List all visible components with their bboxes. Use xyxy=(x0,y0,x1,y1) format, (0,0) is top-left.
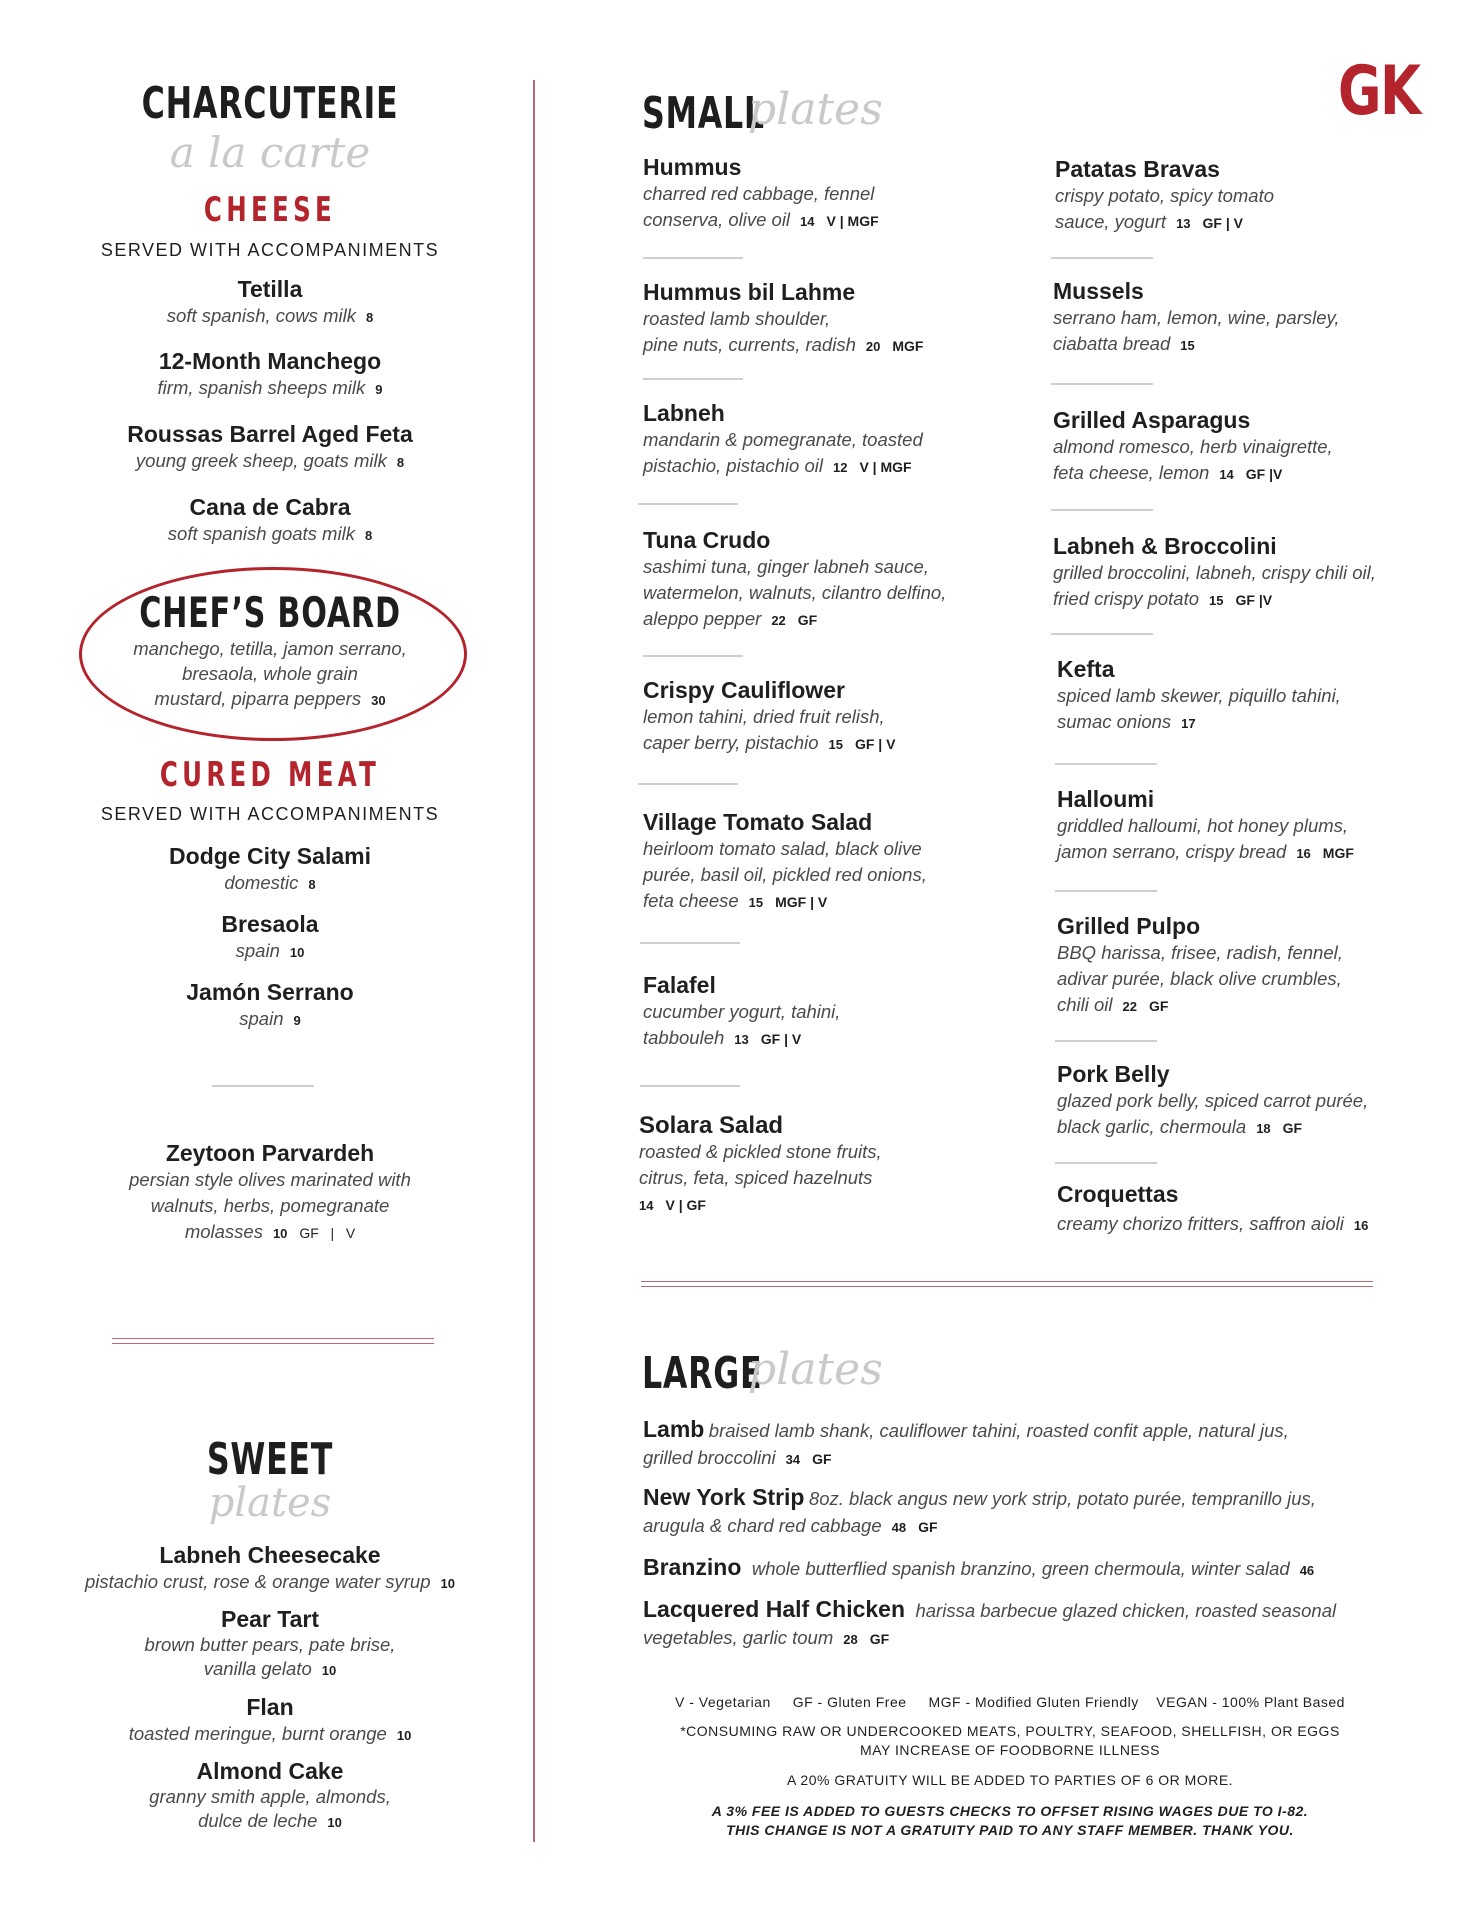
item-desc: chili oil xyxy=(1057,994,1113,1015)
item-desc: walnuts, herbs, pomegranate xyxy=(150,1195,390,1216)
divider xyxy=(638,503,738,505)
divider xyxy=(1055,890,1157,892)
item-name: Crispy Cauliflower xyxy=(643,677,845,703)
item-tags: GF xyxy=(1149,998,1169,1014)
item-tags: GF xyxy=(1282,1120,1303,1136)
item-desc: crispy potato, spicy tomato xyxy=(1055,185,1275,206)
item-desc: adivar purée, black olive crumbles, xyxy=(1057,968,1342,989)
item-name: Labneh & Broccolini xyxy=(1053,533,1277,559)
item-tags: GF | V xyxy=(760,1031,802,1047)
charcuterie-script: a la carte xyxy=(169,128,371,177)
item-tags: MGF xyxy=(1322,845,1354,861)
item-desc: dulce de leche xyxy=(198,1810,318,1831)
small-item-tomato-salad xyxy=(643,809,1023,916)
item-price: 15 xyxy=(748,895,764,910)
cured-item-salami xyxy=(60,843,480,898)
item-desc: toasted meringue, burnt orange xyxy=(128,1723,387,1744)
item-tags: V | MGF xyxy=(826,213,879,229)
item-name: 12-Month Manchego xyxy=(158,348,382,374)
item-name: New York Strip xyxy=(643,1484,805,1510)
item-name: Dodge City Salami xyxy=(169,843,371,869)
divider xyxy=(1051,633,1153,635)
small-item-tuna-crudo xyxy=(643,527,1023,634)
item-price: 12 xyxy=(832,460,848,475)
footer-fee-line: A 3% FEE IS ADDED TO GUESTS CHECKS TO OFFSET RISING WAGES DUE TO I-82. xyxy=(711,1803,1309,1819)
item-price: 10 xyxy=(440,1576,455,1591)
item-name: Hummus xyxy=(643,154,742,180)
item-desc: persian style olives marinated with xyxy=(129,1169,411,1190)
olives-item xyxy=(60,1140,480,1247)
item-price: 9 xyxy=(375,382,383,397)
item-price: 9 xyxy=(293,1013,301,1028)
divider xyxy=(1055,763,1157,765)
divider xyxy=(1055,1162,1157,1164)
item-price: 46 xyxy=(1299,1563,1315,1578)
item-price: 18 xyxy=(1256,1121,1271,1136)
item-price: 14 xyxy=(1219,467,1234,482)
item-desc: feta cheese, lemon xyxy=(1053,462,1210,483)
large-item-half-chicken xyxy=(643,1596,1383,1652)
small-item-pork-belly xyxy=(1057,1061,1437,1142)
item-tags: V | GF xyxy=(665,1197,706,1213)
charcuterie-heading xyxy=(60,78,480,129)
divider xyxy=(1051,257,1153,259)
item-price: 10 xyxy=(272,1226,288,1241)
chefs-board-line: manchego, tetilla, jamon serrano, xyxy=(133,638,407,659)
divider xyxy=(640,942,740,944)
item-price: 14 xyxy=(800,214,815,229)
item-desc: cucumber yogurt, tahini, xyxy=(643,1001,841,1022)
small-item-cauliflower xyxy=(643,677,1003,758)
chefs-board-title: CHEF’S BOARD xyxy=(139,588,401,637)
divider xyxy=(1055,1040,1157,1042)
item-price: 20 xyxy=(865,339,881,354)
charcuterie-title: CHARCUTERIE xyxy=(141,78,399,129)
small-item-solara-salad xyxy=(639,1112,999,1219)
item-name: Lamb xyxy=(643,1416,705,1442)
item-name: Pork Belly xyxy=(1057,1061,1170,1087)
item-price: 22 xyxy=(1122,999,1137,1014)
item-name: Solara Salad xyxy=(639,1112,784,1139)
footer-fee xyxy=(630,1802,1390,1840)
item-name: Almond Cake xyxy=(196,1758,344,1784)
double-divider xyxy=(641,1281,1373,1287)
divider xyxy=(643,257,743,259)
item-desc: vanilla gelato xyxy=(203,1658,312,1679)
large-title: LARGE xyxy=(642,1348,763,1399)
item-name: Patatas Bravas xyxy=(1055,156,1220,182)
item-price: 10 xyxy=(396,1728,412,1743)
item-desc: arugula & chard red cabbage xyxy=(643,1515,882,1536)
item-price: 10 xyxy=(321,1663,337,1678)
item-desc: brown butter pears, pate brise, xyxy=(144,1634,396,1655)
footer-gratuity: A 20% GRATUITY WILL BE ADDED TO PARTIES OF 6 OR MORE. xyxy=(786,1772,1234,1788)
item-desc: mandarin & pomegranate, toasted xyxy=(643,429,923,450)
item-desc: citrus, feta, spiced hazelnuts xyxy=(639,1167,873,1188)
item-desc: molasses xyxy=(184,1221,263,1242)
divider xyxy=(1051,383,1153,385)
item-desc: 8oz. black angus new york strip, potato purée, tempranillo jus, xyxy=(808,1488,1316,1509)
item-tags: GF | V xyxy=(854,736,896,752)
item-desc: roasted lamb shoulder, xyxy=(643,308,831,329)
item-price: 13 xyxy=(734,1032,749,1047)
item-desc: spiced lamb skewer, piquillo tahini, xyxy=(1057,685,1341,706)
item-name: Branzino xyxy=(643,1554,742,1580)
item-desc: aleppo pepper xyxy=(643,608,762,629)
item-name: Grilled Asparagus xyxy=(1053,407,1251,433)
divider xyxy=(212,1085,314,1087)
item-tags: V | MGF xyxy=(859,459,912,475)
chefs-board-line: bresaola, whole grain xyxy=(182,663,358,684)
item-price: 10 xyxy=(289,945,305,960)
cheese-item-tetilla xyxy=(60,276,480,331)
item-price: 16 xyxy=(1353,1218,1369,1233)
item-name: Grilled Pulpo xyxy=(1057,913,1201,939)
item-desc: purée, basil oil, pickled red onions, xyxy=(643,864,927,885)
item-desc: vegetables, garlic toum xyxy=(643,1627,834,1648)
item-name: Flan xyxy=(246,1694,294,1720)
item-tags: MGF | V xyxy=(775,894,828,910)
cured-heading xyxy=(60,755,480,795)
item-desc: spain xyxy=(239,1008,284,1029)
item-tags: GF | V xyxy=(1202,215,1244,231)
divider xyxy=(643,655,743,657)
footer-warning-line: *CONSUMING RAW OR UNDERCOOKED MEATS, POULTRY, SEAFOOD, SHELLFISH, OR EGGS xyxy=(680,1723,1340,1739)
item-price: 14 xyxy=(639,1198,654,1213)
item-desc: harissa barbecue glazed chicken, roasted seasonal xyxy=(915,1600,1337,1621)
item-desc: sumac onions xyxy=(1057,711,1172,732)
item-price: 10 xyxy=(327,1815,342,1830)
item-name: Tetilla xyxy=(237,276,303,302)
item-price: 8 xyxy=(396,455,405,470)
cured-item-bresaola xyxy=(60,911,480,966)
small-item-halloumi xyxy=(1057,786,1437,867)
item-desc: spain xyxy=(235,940,280,961)
small-item-asparagus xyxy=(1053,407,1433,488)
footer-fee-line: THIS CHANGE IS NOT A GRATUITY PAID TO ANY STAFF MEMBER. THANK YOU. xyxy=(726,1822,1294,1838)
double-divider xyxy=(112,1338,434,1344)
item-desc: whole butterflied spanish branzino, green chermoula, winter salad xyxy=(751,1558,1290,1579)
item-desc: pistachio crust, rose & orange water syrup xyxy=(85,1571,431,1592)
item-name: Labneh xyxy=(643,400,725,426)
item-desc: conserva, olive oil xyxy=(643,209,791,230)
item-desc: pistachio, pistachio oil xyxy=(643,455,823,476)
large-item-lamb xyxy=(643,1416,1383,1472)
sweet-item-pear-tart xyxy=(60,1606,480,1683)
item-price: 8 xyxy=(365,310,374,325)
item-price: 15 xyxy=(828,737,843,752)
item-name: Halloumi xyxy=(1057,786,1155,812)
item-tags: GF xyxy=(812,1451,832,1467)
divider xyxy=(638,783,738,785)
item-desc: domestic xyxy=(224,872,299,893)
item-desc: creamy chorizo fritters, saffron aioli xyxy=(1057,1213,1344,1234)
item-price: 15 xyxy=(1180,338,1195,353)
item-name: Cana de Cabra xyxy=(189,494,351,520)
item-name: Bresaola xyxy=(221,911,319,937)
footer-legend: V - Vegetarian GF - Gluten Free MGF - Modified Gluten Friendly VEGAN - 100% Plant Based xyxy=(675,1694,1345,1710)
item-desc: lemon tahini, dried fruit relish, xyxy=(643,706,885,727)
item-name: Falafel xyxy=(643,972,716,998)
item-desc: roasted & pickled stone fruits, xyxy=(639,1141,882,1162)
item-price: 17 xyxy=(1181,716,1196,731)
cured-subtitle: SERVED WITH ACCOMPANIMENTS xyxy=(100,804,440,824)
small-item-kefta xyxy=(1057,656,1437,737)
item-desc: grilled broccolini xyxy=(643,1447,776,1468)
sweet-item-cheesecake xyxy=(50,1542,490,1597)
item-desc: sauce, yogurt xyxy=(1055,211,1167,232)
item-name: Village Tomato Salad xyxy=(643,809,873,835)
item-desc: feta cheese xyxy=(643,890,739,911)
item-desc: jamon serrano, crispy bread xyxy=(1057,841,1287,862)
sweet-item-flan xyxy=(60,1694,480,1749)
divider xyxy=(640,1085,740,1087)
chefs-board-heading xyxy=(60,588,480,637)
item-name: Roussas Barrel Aged Feta xyxy=(127,421,413,447)
cured-title: CURED MEAT xyxy=(159,755,381,795)
footer-warning xyxy=(630,1722,1390,1760)
item-desc: BBQ harissa, frisee, radish, fennel, xyxy=(1057,942,1343,963)
item-desc: glazed pork belly, spiced carrot purée, xyxy=(1057,1090,1369,1111)
item-name: Croquettas xyxy=(1057,1181,1179,1207)
item-desc: serrano ham, lemon, wine, parsley, xyxy=(1053,307,1340,328)
item-desc: charred red cabbage, fennel xyxy=(643,183,875,204)
cheese-item-cabra xyxy=(60,494,480,549)
small-item-croquettas xyxy=(1057,1181,1437,1239)
item-price: 8 xyxy=(308,877,316,892)
cured-item-serrano xyxy=(60,979,480,1034)
cheese-subtitle: SERVED WITH ACCOMPANIMENTS xyxy=(100,240,440,260)
gk-logo: GK xyxy=(1338,52,1420,131)
item-name: Jamón Serrano xyxy=(186,979,354,1005)
item-desc: caper berry, pistachio xyxy=(643,732,819,753)
cheese-item-feta xyxy=(60,421,480,476)
item-desc: soft spanish, cows milk xyxy=(166,305,356,326)
item-tags: GF |V xyxy=(1245,466,1283,482)
sweet-script: plates xyxy=(208,1480,332,1526)
item-name: Tuna Crudo xyxy=(643,527,771,553)
small-script: plates xyxy=(748,84,883,135)
item-desc: almond romesco, herb vinaigrette, xyxy=(1053,436,1333,457)
sweet-heading xyxy=(60,1434,480,1485)
item-desc: firm, spanish sheeps milk xyxy=(157,377,366,398)
item-desc: tabbouleh xyxy=(643,1027,725,1048)
item-tags: GF xyxy=(869,1631,890,1647)
item-desc: young greek sheep, goats milk xyxy=(135,450,387,471)
item-price: 15 xyxy=(1209,593,1224,608)
chefs-board-desc xyxy=(60,636,480,713)
cheese-heading xyxy=(60,190,480,230)
chefs-board-line: mustard, piparra peppers xyxy=(154,688,362,709)
column-separator xyxy=(533,80,535,1842)
cheese-item-manchego xyxy=(60,348,480,403)
item-desc: griddled halloumi, hot honey plums, xyxy=(1057,815,1349,836)
small-item-pulpo xyxy=(1057,913,1437,1020)
item-desc: watermelon, walnuts, cilantro delfino, xyxy=(643,582,947,603)
item-desc: pine nuts, currents, radish xyxy=(643,334,856,355)
item-name: Lacquered Half Chicken xyxy=(643,1596,906,1622)
large-item-branzino xyxy=(643,1554,1383,1584)
item-tags: MGF xyxy=(892,338,924,354)
small-item-labneh xyxy=(643,400,1003,481)
item-name: Labneh Cheesecake xyxy=(159,1542,381,1568)
item-name: Zeytoon Parvardeh xyxy=(165,1140,375,1166)
divider xyxy=(1051,509,1153,511)
footer-warning-line: MAY INCREASE OF FOODBORNE ILLNESS xyxy=(860,1742,1160,1758)
small-item-patatas-bravas xyxy=(1055,156,1415,237)
small-item-falafel xyxy=(643,972,1003,1053)
item-desc: fried crispy potato xyxy=(1053,588,1200,609)
item-tags: GF |V xyxy=(1235,592,1273,608)
item-price: 8 xyxy=(364,528,373,543)
small-item-mussels xyxy=(1053,278,1433,359)
item-desc: grilled broccolini, labneh, crispy chili oil, xyxy=(1053,562,1376,583)
item-price: 28 xyxy=(843,1632,858,1647)
item-tags: GF xyxy=(918,1519,938,1535)
item-name: Kefta xyxy=(1057,656,1115,682)
divider xyxy=(643,378,743,380)
small-item-labneh-broccolini xyxy=(1053,533,1453,614)
item-desc: soft spanish goats milk xyxy=(167,523,355,544)
item-desc: heirloom tomato salad, black olive xyxy=(643,838,922,859)
item-price: 13 xyxy=(1176,216,1191,231)
item-name: Pear Tart xyxy=(220,1606,319,1632)
sweet-item-almond-cake xyxy=(60,1758,480,1835)
large-item-ny-strip xyxy=(643,1484,1383,1540)
item-price: 16 xyxy=(1296,846,1311,861)
item-desc: sashimi tuna, ginger labneh sauce, xyxy=(643,556,929,577)
sweet-title: SWEET xyxy=(206,1434,334,1485)
small-item-hummus-lahme xyxy=(643,279,1003,360)
large-script: plates xyxy=(748,1344,883,1395)
item-name: Mussels xyxy=(1053,278,1144,304)
item-desc: ciabatta bread xyxy=(1053,333,1171,354)
item-price: 22 xyxy=(771,613,786,628)
small-title: SMALL xyxy=(642,88,765,139)
item-name: Hummus bil Lahme xyxy=(643,279,856,305)
cheese-title: CHEESE xyxy=(203,190,337,230)
item-desc: black garlic, chermoula xyxy=(1057,1116,1247,1137)
small-item-hummus xyxy=(643,154,1003,235)
item-price: 48 xyxy=(891,1520,907,1535)
item-desc: granny smith apple, almonds, xyxy=(149,1786,391,1807)
item-price: 34 xyxy=(785,1452,801,1467)
item-tags: GF | V xyxy=(299,1225,356,1241)
chefs-board-price: 30 xyxy=(371,693,386,708)
item-tags: GF xyxy=(797,612,818,628)
item-desc: braised lamb shank, cauliflower tahini, roasted confit apple, natural jus, xyxy=(708,1420,1289,1441)
